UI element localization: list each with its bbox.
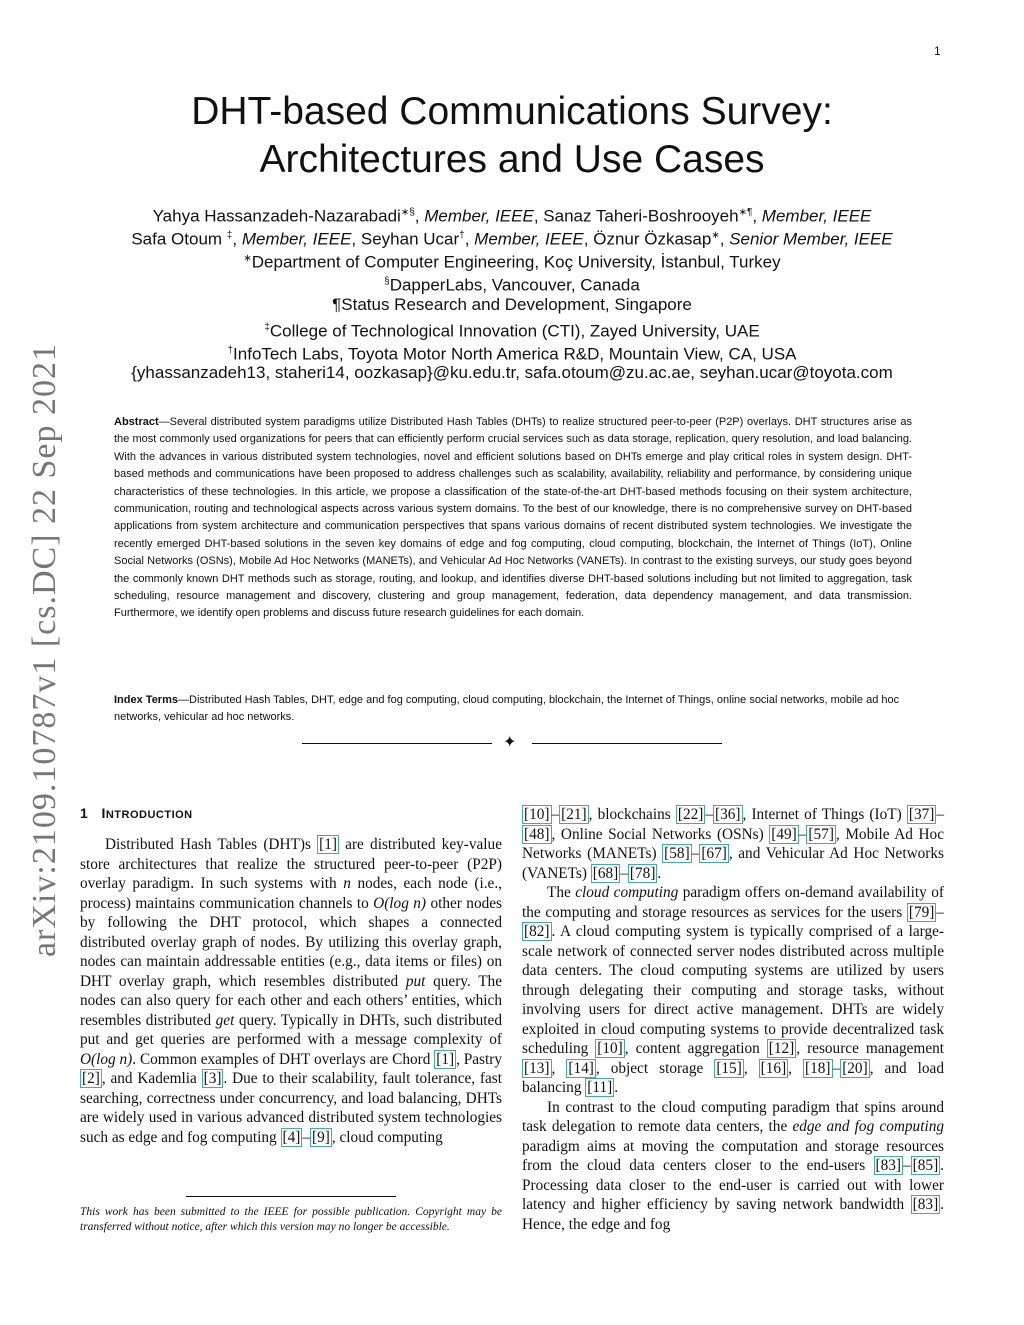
affiliation: ¶Status Research and Development, Singapore xyxy=(332,295,692,314)
citation-link[interactable]: [58] xyxy=(664,845,690,862)
citation-link[interactable]: [82] xyxy=(524,923,550,940)
affiliation: §DapperLabs, Vancouver, Canada xyxy=(384,275,640,295)
math-expression: O(log n) xyxy=(373,894,427,912)
citation-link[interactable]: [10] xyxy=(597,1040,623,1057)
affiliation: ‡College of Technological Innovation (CTI), Zayed University, UAE xyxy=(264,321,760,341)
section-heading: 1 INTRODUCTION xyxy=(80,805,193,821)
citation-link[interactable]: [18] xyxy=(805,1059,831,1077)
citation-link[interactable]: [83] xyxy=(875,1157,902,1174)
arxiv-stamp: arXiv:2109.10787v1 [cs.DC] 22 Sep 2021 xyxy=(26,342,63,958)
abstract xyxy=(114,414,912,623)
paper-title xyxy=(100,88,924,184)
citation-link[interactable]: [16] xyxy=(760,1059,787,1077)
citation-link[interactable]: [9] xyxy=(312,1128,330,1146)
citation-link[interactable]: [49] xyxy=(771,825,797,843)
citation-link[interactable]: [20] xyxy=(842,1059,868,1077)
citation-link[interactable]: [1] xyxy=(319,836,337,853)
citation-link[interactable]: [12] xyxy=(768,1040,795,1057)
citation-link[interactable]: [13] xyxy=(524,1059,550,1077)
paragraph: Distributed Hash Tables (DHT)s [1] are distributed key-value store architectures that realize the structured peer-to-peer (P2P) overlay paradigm. In such systems with n nodes, each node (i.e., process) maintains communication channels to O(log n) other nodes by following the DHT protocol, which shapes a connected distributed overlay graph of nodes. By utilizing this overlay graph, nodes can maintain addressable entities (e.g., data items or files) on DHT overlay graph, which resembles distributed put query. The nodes can also query for each other and each others’ entities, which resembles distributed get query. Typically in DHTs, such distributed put and get queries are performed with a message complexity of O(log n). Common examples of DHT overlays are Chord [1] , Pastry [2] , and Kademlia [3] . Due to their scalability, fault tolerance, fast searching, correctness under concurrency, and load balancing, DHTs are widely used in various advanced distributed system technologies such as edge and fog computing [4] – [9] , cloud computing xyxy=(80,836,502,1146)
citation-link[interactable]: [4] xyxy=(282,1128,301,1146)
abstract-text: —Several distributed system paradigms utilize Distributed Hash Tables (DHTs) to realize structured peer-to-peer (P2P) overlays. DHT structures arise as the most commonly used organizations for peers that can efficiently perform crucial services such as data storage, replication, query resolution, and load balancing. With the advances in various distributed system technologies, novel and efficient solutions based on DHTs emerge and play critical roles in system design. DHT-based methods and communications have been proposed to address challenges such as scalability, availability, reliability and performance, by considering unique characteristics of these technologies. In this article, we propose a classification of the state-of-the-art DHT-based methods focusing on their system architecture, communication, routing and technological aspects across various system domains. To the best of our knowledge, there is no comprehensive survey on DHT-based applications from system architecture and communication perspectives that spans various domains of recent distributed system technologies. We investigate the recently emerged DHT-based solutions in the seven key domains of edge and fog computing, cloud computing, blockchain, the Internet of Things (IoT), Online Social Networks (OSNs), Mobile Ad Hoc Networks (MANETs), and Vehicular Ad Hoc Networks (VANETs). In contrast to the existing surveys, our study goes beyond the commonly known DHT methods such as storage, routing, and lookup, and identifies diverse DHT-based solutions including but not limited to aggregation, task scheduling, resource management and discovery, clustering and group management, federation, data dependency management, and data transmission. Furthermore, we identify open problems and discuss future research guidelines for each domain. xyxy=(114,416,912,620)
footnote-rule xyxy=(186,1196,396,1197)
citation-link[interactable]: [3] xyxy=(203,1070,222,1087)
left-column xyxy=(80,835,502,1147)
citation-link[interactable]: [85] xyxy=(912,1157,939,1174)
citation-link[interactable]: [10] xyxy=(524,806,550,823)
citation-link[interactable]: [36] xyxy=(715,806,741,823)
citation-link[interactable]: [2] xyxy=(82,1070,100,1087)
citation-link[interactable]: [14] xyxy=(568,1059,594,1077)
author-line-2: Safa Otoum ‡, Member, IEEE, Seyhan Ucar†, Member, IEEE, Öznur Özkasap∗, Senior Member, IEEE xyxy=(131,229,893,249)
citation-link[interactable]: [22] xyxy=(677,806,704,823)
citation-link[interactable]: [1] xyxy=(436,1050,455,1068)
index-terms-text: —Distributed Hash Tables, DHT, edge and fog computing, cloud computing, blockchain, the Internet of Things, online social networks, mobile ad hoc networks, vehicular ad hoc networks. xyxy=(114,694,900,724)
title-line-2: Architectures and Use Cases xyxy=(259,138,765,181)
separator-rule-right xyxy=(532,743,722,744)
citation-link[interactable]: [68] xyxy=(592,864,619,882)
citation-link[interactable]: [83] xyxy=(912,1196,939,1213)
index-terms-label: Index Terms xyxy=(114,694,178,706)
page-number: 1 xyxy=(934,44,941,58)
separator-diamond-icon: ✦ xyxy=(503,732,517,751)
paragraph: [10] – [21] , blockchains [22] – [36] , Internet of Things (IoT) [37] –[48] , Online Social Networks (OSNs) [49] – [57] , Mobile Ad Hoc Networks (MANETs) [58] – [67] , and Vehicular Ad Hoc Networks (VANETs) [68] – [78] . xyxy=(522,806,944,882)
citation-link[interactable]: [15] xyxy=(716,1059,742,1077)
citation-link[interactable]: [21] xyxy=(561,806,587,823)
citation-link[interactable]: [48] xyxy=(524,825,550,843)
affiliation: †InfoTech Labs, Toyota Motor North America R&D, Mountain View, CA, USA xyxy=(227,344,797,364)
separator-rule-left xyxy=(302,743,492,744)
abstract-label: Abstract xyxy=(114,416,159,428)
citation-link[interactable]: [78] xyxy=(629,864,656,882)
right-column xyxy=(522,805,944,1234)
citation-link[interactable]: [37] xyxy=(908,806,935,823)
affiliation: ∗Department of Computer Engineering, Koç University, İstanbul, Turkey xyxy=(243,252,781,272)
author-line-1: Yahya Hassanzadeh-Nazarabadi∗§, Member, IEEE, Sanaz Taheri-Boshrooyeh∗¶, Member, IEEE xyxy=(152,206,872,226)
citation-link[interactable]: [11] xyxy=(587,1079,613,1096)
title-line-1: DHT-based Communications Survey: xyxy=(191,90,833,133)
citation-link[interactable]: [67] xyxy=(701,845,727,862)
paragraph: The cloud computing paradigm offers on-demand availability of the computing and storage resources as services for the users [79] –[82] . A cloud computing system is typically comprised of a large-scale network of connected server nodes distributed across multiple data centers. The cloud computing systems are utilized by users through delegating their computing and storage tasks, without involving users for direct active management. DHTs are widely exploited in cloud computing systems to provide decentralized task scheduling [10] , content aggregation [12] , resource management [13] , [14] , object storage [15] , [16] , [18] – [20] , and load balancing [11] . xyxy=(522,884,945,1096)
author-emails: {yhassanzadeh13, staheri14, oozkasap}@ku.edu.tr, safa.otoum@zu.ac.ae, seyhan.ucar@toyota.com xyxy=(131,363,893,382)
citation-link[interactable]: [57] xyxy=(808,825,834,843)
index-terms xyxy=(114,692,912,727)
footnote: This work has been submitted to the IEEE for possible publication. Copyright may be transferred without notice, after which this version may no longer be accessible. xyxy=(80,1206,502,1233)
citation-link[interactable]: [79] xyxy=(908,903,935,921)
paragraph: In contrast to the cloud computing paradigm that spins around task delegation to remote data centers, the edge and fog computing paradigm aims at moving the computation and storage resources from the cloud data centers closer to the end-users [83] – [85] . Processing data closer to the end-user is carried out with lower latency and higher efficiency by saving network bandwidth [83] . Hence, the edge and fog xyxy=(522,1098,945,1233)
math-expression: O(log n) xyxy=(80,1050,133,1068)
